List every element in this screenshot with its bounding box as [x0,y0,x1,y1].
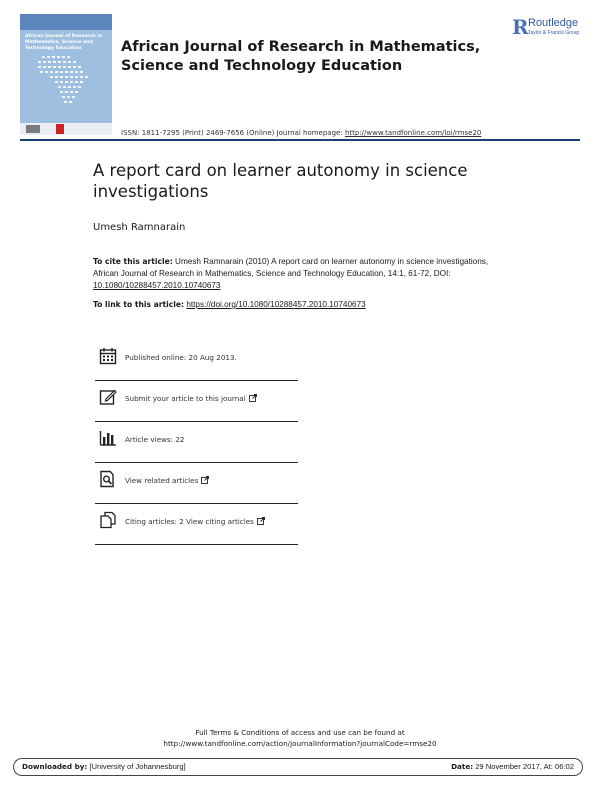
search-document-icon [99,470,117,488]
date-value: 29 November 2017, At: 06:02 [475,762,574,771]
link-label: To link to this article: [93,300,185,309]
article-views-text: Article views: 22 [125,435,185,444]
publisher-tagline: Taylor & Francis Group [528,30,580,36]
citing-articles-link[interactable] [125,517,265,526]
download-footer [13,758,583,776]
journal-homepage-link[interactable]: http://www.tandfonline.com/loi/rmse20 [344,129,482,137]
link-line [93,300,513,309]
cover-logo-right [56,124,64,134]
related-articles-text: View related articles [125,476,199,485]
cover-logo-left [26,125,40,133]
calendar-icon [99,347,117,365]
citation-block [93,256,503,292]
external-link-icon [257,517,265,525]
africa-map-dots [38,54,98,124]
downloaded-by [22,762,186,771]
download-date [451,762,574,771]
citation-text: Umesh Ramnarain (2010) A report card on learner autonomy in science investigations, African Journal of Research in Mathematics, Science and Technology Education, 14:1, 61-72, DOI: [93,257,489,278]
related-articles-link[interactable] [125,476,209,485]
header-rule [20,139,580,141]
citation-doi-link[interactable]: 10.1080/10288457.2010.10740673 [93,281,221,290]
cover-band [20,14,112,30]
citing-articles-row[interactable] [95,504,298,545]
terms-url[interactable]: http://www.tandfonline.com/action/journalInformation?journalCode=rmse20 [163,739,437,748]
copy-documents-icon [99,511,117,529]
article-info-list [95,340,298,545]
terms-line-1: Full Terms & Conditions of access and use can be found at [195,728,405,737]
issn-line [121,129,481,137]
downloaded-value: [University of Johannesburg] [89,762,186,771]
submit-article-row[interactable] [95,381,298,422]
cover-title: African Journal of Research in Mathematics, Science and Technology Education [25,34,103,51]
edit-icon [99,388,117,406]
published-online-row [95,340,298,381]
submit-article-text: Submit your article to this journal [125,394,246,403]
citing-articles-text: Citing articles: 2 View citing articles [125,517,254,526]
article-views-row [95,422,298,463]
submit-article-link[interactable] [125,394,257,403]
bar-chart-icon [99,429,117,447]
publisher-name: Routledge [528,17,579,29]
terms-and-conditions [0,727,600,749]
article-doi-url[interactable]: https://doi.org/10.1080/10288457.2010.10740673 [186,300,366,309]
issn-text: ISSN: 1811-7295 (Print) 2469-7656 (Online) Journal homepage: [121,129,345,137]
external-link-icon [249,394,257,402]
journal-cover [20,14,112,135]
published-online-text: Published online: 20 Aug 2013. [125,353,237,362]
article-title: A report card on learner autonomy in science investigations [93,161,468,201]
citation-label: To cite this article: [93,257,173,266]
routledge-r-icon: R [512,15,529,39]
cover-footer [20,123,112,135]
journal-title: African Journal of Research in Mathematics, Science and Technology Education [121,39,481,74]
routledge-logo[interactable] [512,16,592,40]
date-label: Date: [451,762,474,771]
downloaded-label: Downloaded by: [22,762,88,771]
article-author: Umesh Ramnarain [93,222,186,233]
external-link-icon [201,476,209,484]
related-articles-row[interactable] [95,463,298,504]
